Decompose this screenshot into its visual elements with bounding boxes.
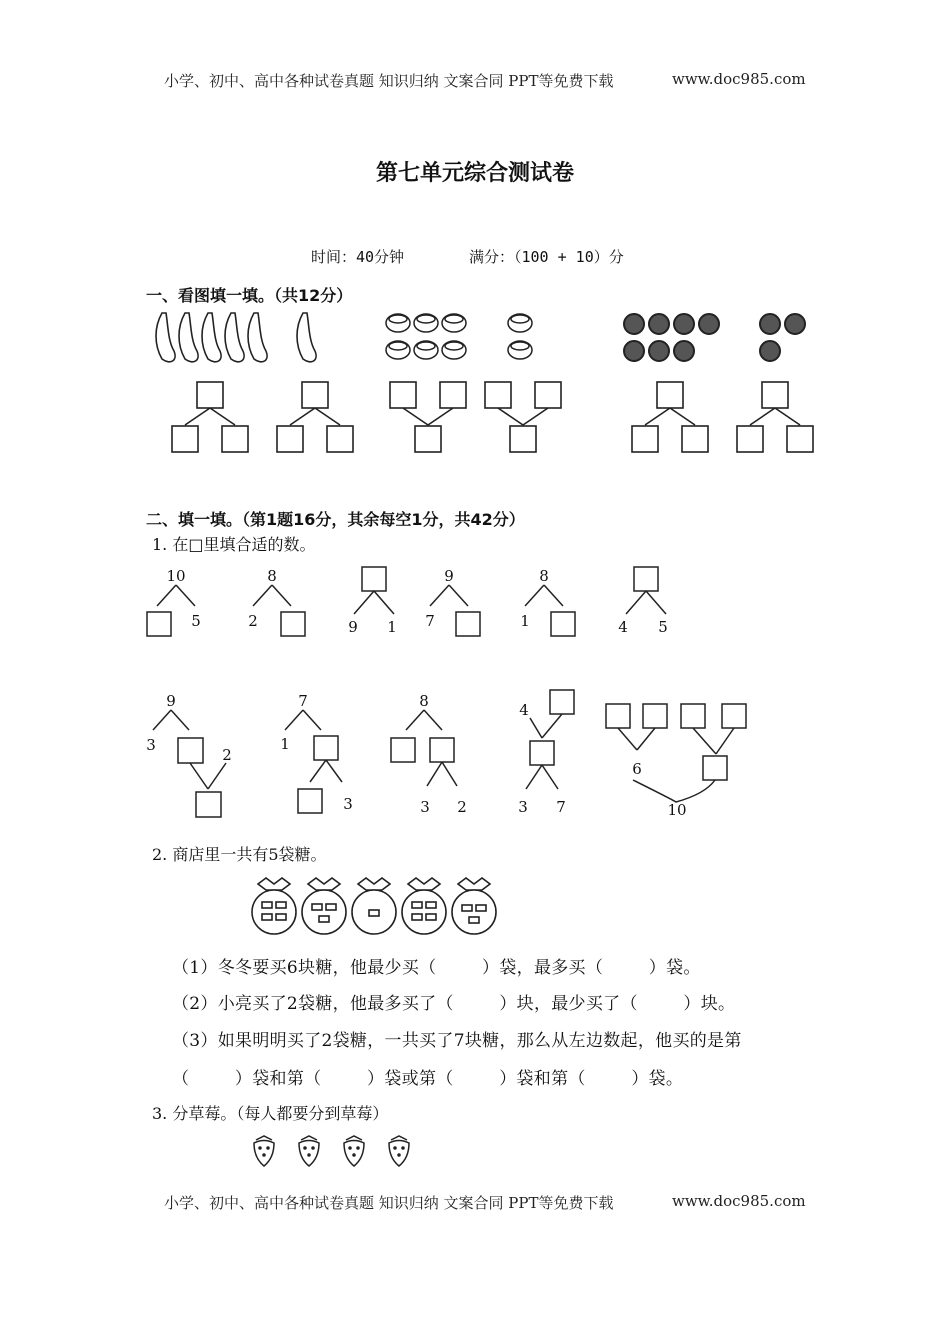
bond-2-left: 2: [248, 612, 258, 630]
merge-diagram-2: [485, 382, 561, 452]
feather-group-one: [297, 313, 316, 362]
section-1-figures: [140, 305, 840, 465]
bond-3-left: 9: [348, 618, 358, 636]
candy-bags: [240, 872, 500, 940]
donut-group-two: [508, 314, 532, 359]
bond-7-top: 9: [166, 692, 176, 710]
bond-3-right: 1: [387, 618, 397, 636]
bond-9-top: 8: [419, 692, 429, 710]
bond-9-right: 2: [457, 798, 467, 816]
q2-line-4: （ ）袋和第（ ）袋或第（ ）袋和第（ ）袋。: [172, 1069, 684, 1089]
strawberry-icon: [389, 1136, 409, 1166]
split-diagram-4: [737, 382, 813, 452]
bond-7-right: 2: [222, 746, 232, 764]
bond-6-left: 4: [618, 618, 628, 636]
question-3-prompt: 3. 分草莓。（每人都要分到草莓）: [152, 1104, 389, 1123]
section-2-heading: 二、填一填。（第1题16分，其余每空1分，共42分）: [146, 510, 525, 529]
bond-5-left: 1: [520, 612, 530, 630]
bond-9-left: 3: [420, 798, 430, 816]
bond-4-top: 9: [444, 567, 454, 585]
bond-8-left: 1: [280, 735, 290, 753]
bond-11-ten: 10: [667, 801, 687, 819]
strawberry-icon: [299, 1136, 319, 1166]
candy-bag-icon: [302, 878, 346, 934]
candy-bag-icon: [352, 878, 396, 934]
bond-4-left: 7: [425, 612, 435, 630]
question-2-prompt: 2. 商店里一共有5袋糖。: [152, 845, 327, 864]
bond-11-six: 6: [632, 760, 642, 778]
split-diagram-3: [632, 382, 708, 452]
feather-group-five: [156, 313, 267, 362]
merge-diagram-1: [390, 382, 466, 452]
time-limit: 时间：40分钟: [311, 248, 405, 266]
question-1-prompt: 1. 在□里填合适的数。: [152, 535, 316, 554]
footer-site-url[interactable]: www.doc985.com: [672, 1192, 806, 1210]
q1-number-bonds-row-1: [140, 560, 700, 645]
fruit-slice-group-three: [760, 314, 805, 361]
header-site-url[interactable]: www.doc985.com: [672, 70, 806, 88]
page-title: 第七单元综合测试卷: [375, 161, 574, 186]
bond-2-top: 8: [267, 567, 277, 585]
split-diagram-2: [277, 382, 353, 452]
fruit-slice-group-seven: [624, 314, 719, 361]
strawberry-icon: [254, 1136, 274, 1166]
section-1-heading: 一、看图填一填。（共12分）: [146, 286, 353, 305]
bond-6-right: 5: [658, 618, 668, 636]
candy-bag-icon: [452, 878, 496, 934]
q2-line-2: （2）小亮买了2袋糖，他最多买了（ ）块，最少买了（ ）块。: [172, 994, 736, 1014]
bond-10-left: 4: [519, 701, 529, 719]
bond-8-right: 3: [343, 795, 353, 813]
footer-site-text: 小学、初中、高中各种试卷真题 知识归纳 文案合同 PPT等免费下载: [164, 1194, 614, 1212]
bond-1-top: 10: [166, 567, 186, 585]
bond-1-right: 5: [191, 612, 201, 630]
full-score: 满分：（100 + 10）分: [469, 248, 624, 266]
split-diagram-1: [172, 382, 248, 452]
bond-8-top: 7: [298, 692, 308, 710]
bond-10-bottom-right: 7: [556, 798, 566, 816]
candy-bag-icon: [252, 878, 296, 934]
strawberries: [248, 1134, 428, 1170]
q1-number-bonds-row-2: [140, 686, 760, 826]
bond-10-bottom-left: 3: [518, 798, 528, 816]
bond-5-top: 8: [539, 567, 549, 585]
q2-line-3: （3）如果明明买了2袋糖，一共买了7块糖，那么从左边数起，他买的是第: [172, 1031, 742, 1051]
bond-7-left: 3: [146, 736, 156, 754]
donut-group-six: [386, 314, 466, 359]
q2-line-1: （1）冬冬要买6块糖，他最少买（ ）袋，最多买（ ）袋。: [172, 958, 701, 978]
header-site-text: 小学、初中、高中各种试卷真题 知识归纳 文案合同 PPT等免费下载: [164, 72, 614, 90]
strawberry-icon: [344, 1136, 364, 1166]
candy-bag-icon: [402, 878, 446, 934]
